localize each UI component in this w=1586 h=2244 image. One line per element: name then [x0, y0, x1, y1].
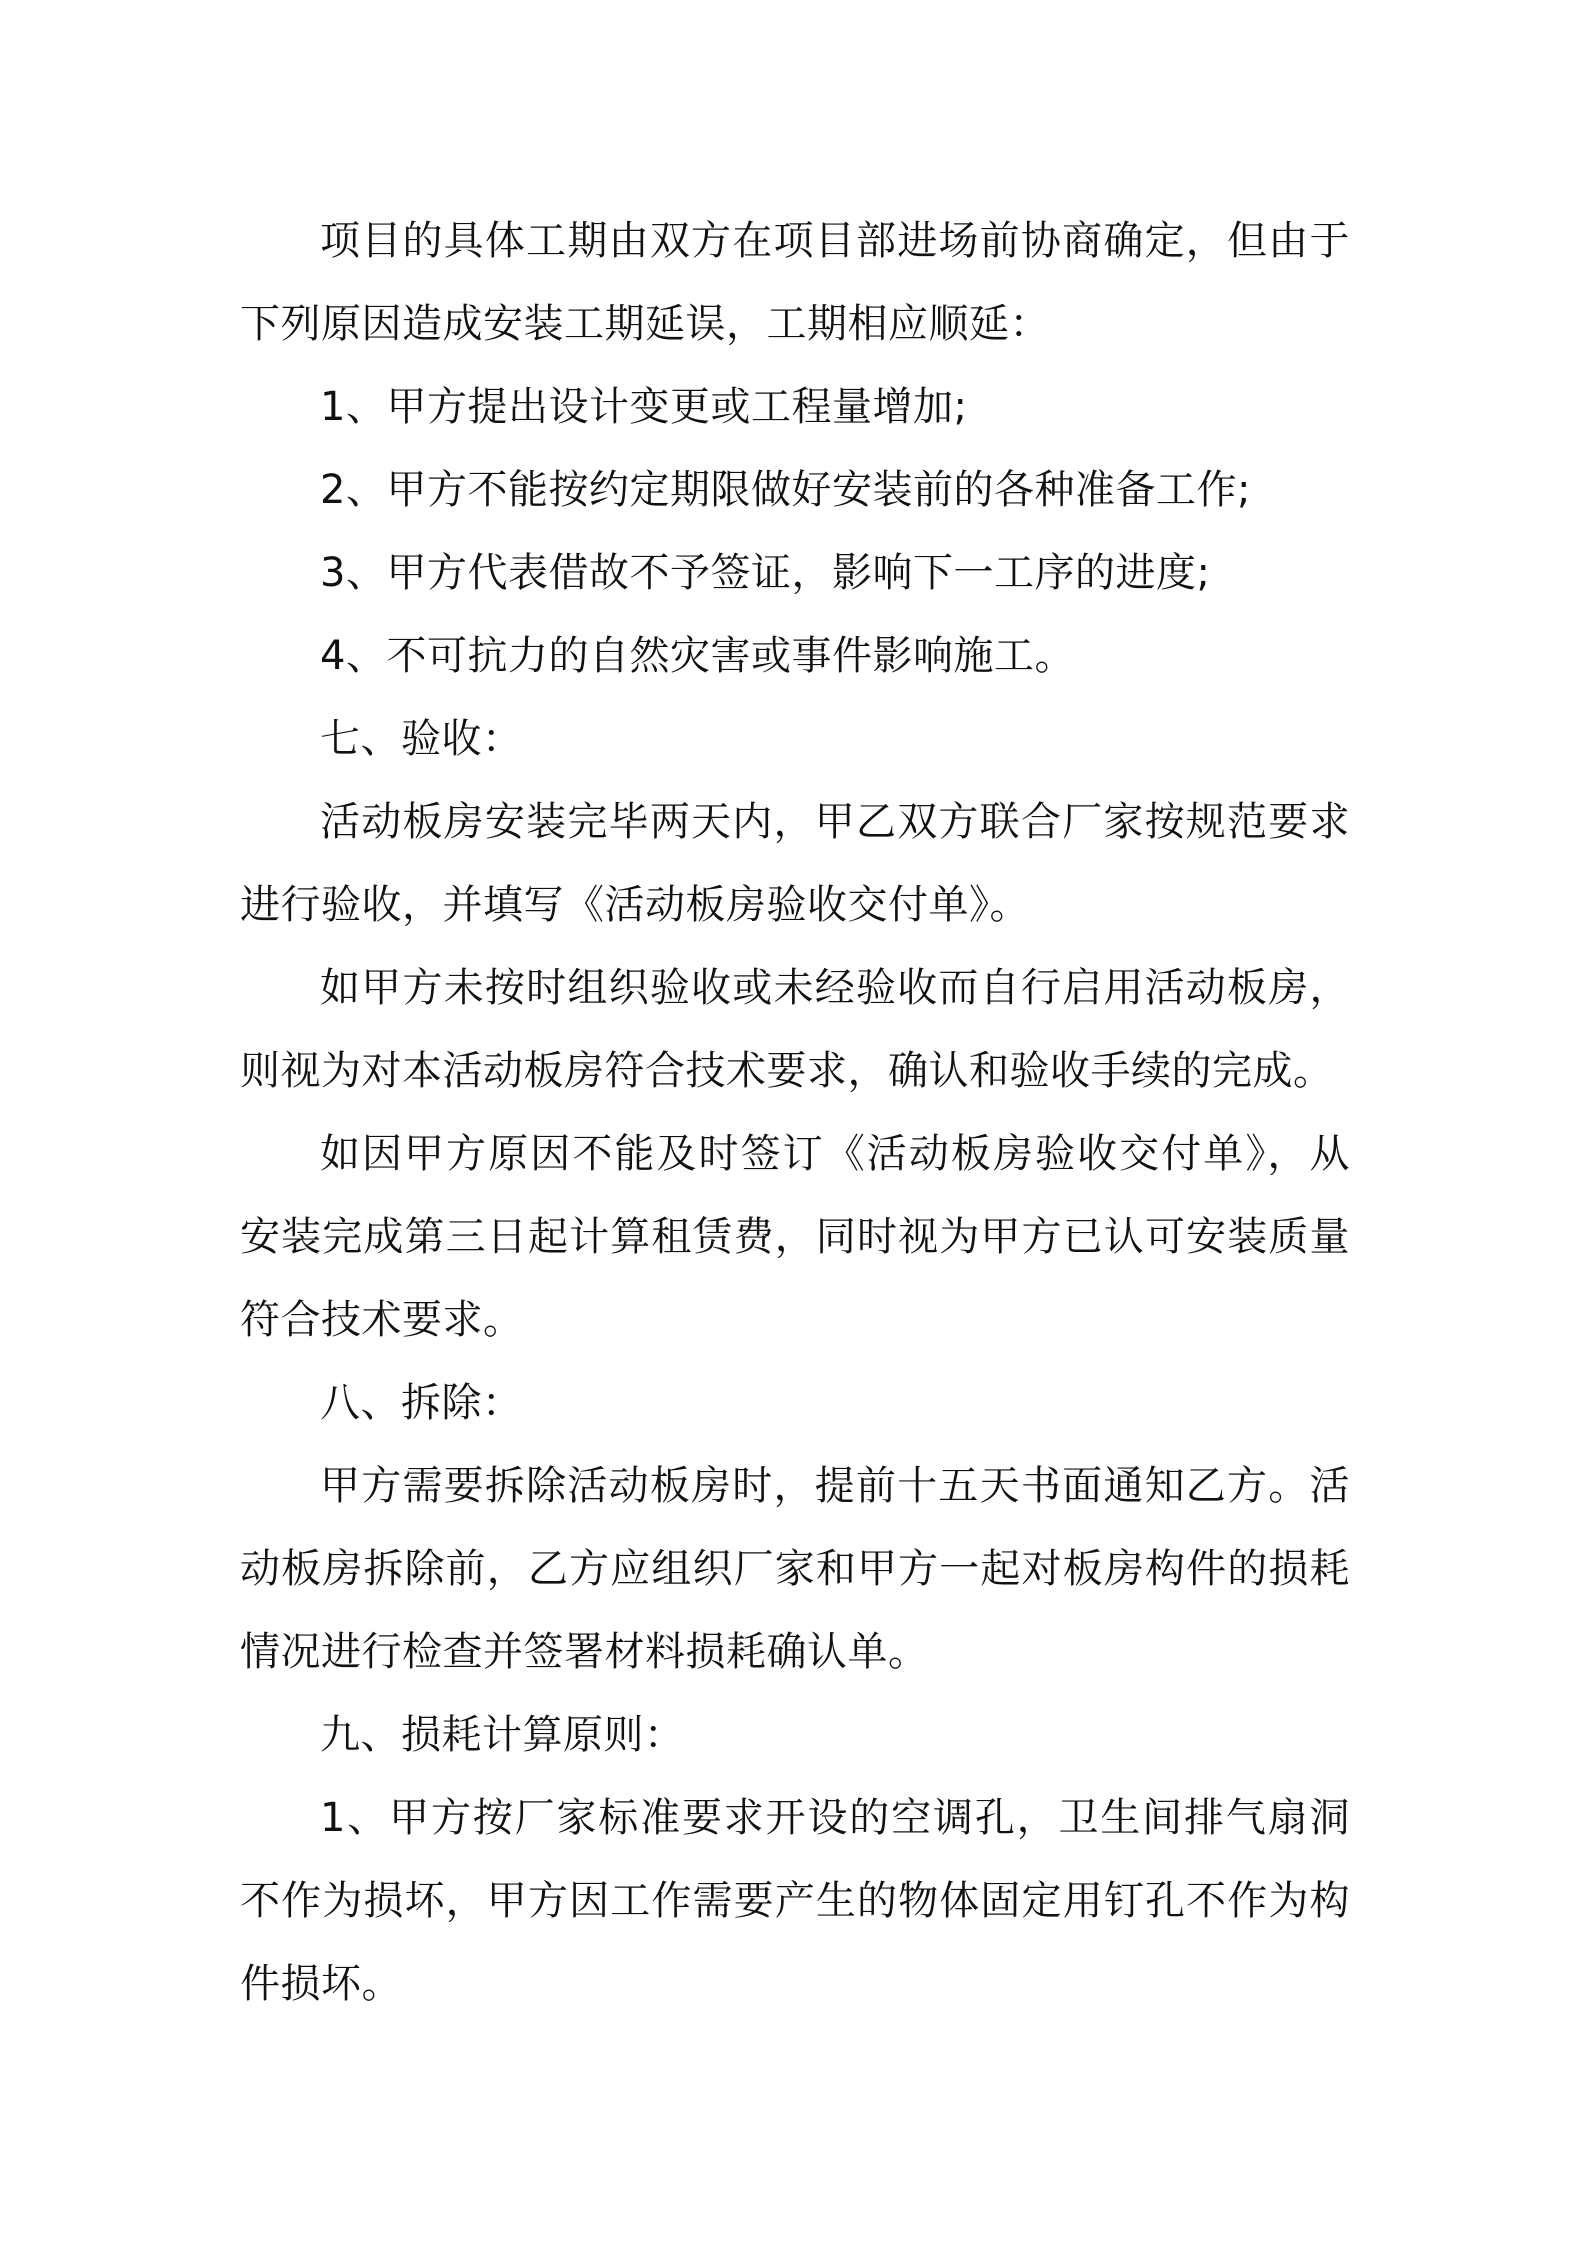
paragraph-schedule-intro: 项目的具体工期由双方在项目部进场前协商确定，但由于下列原因造成安装工期延误，工期相应顺延： — [240, 218, 1350, 347]
section-heading-loss-principles: 九、损耗计算原则： — [320, 1712, 685, 1758]
paragraph-delay-item-4: 4、不可抗力的自然灾害或事件影响施工。 — [320, 633, 1075, 679]
section-heading-dismantle: 八、拆除： — [320, 1380, 523, 1426]
paragraph-acceptance-3: 如因甲方原因不能及时签订《活动板房验收交付单》，从安装完成第三日起计算租赁费，同时视为甲方已认可安装质量符合技术要求。 — [240, 1131, 1350, 1343]
paragraph-delay-item-1: 1、甲方提出设计变更或工程量增加; — [320, 384, 968, 430]
paragraph-dismantle-1: 甲方需要拆除活动板房时，提前十五天书面通知乙方。活动板房拆除前，乙方应组织厂家和甲方一起对板房构件的损耗情况进行检查并签署材料损耗确认单。 — [240, 1463, 1350, 1675]
section-heading-acceptance: 七、验收： — [320, 716, 523, 762]
paragraph-delay-item-3: 3、甲方代表借故不予签证，影响下一工序的进度; — [320, 550, 1211, 596]
paragraph-acceptance-1: 活动板房安装完毕两天内，甲乙双方联合厂家按规范要求进行验收，并填写《活动板房验收交付单》。 — [240, 799, 1350, 928]
document-body — [240, 200, 1350, 2026]
paragraph-loss-item-1: 1、甲方按厂家标准要求开设的空调孔，卫生间排气扇洞不作为损坏，甲方因工作需要产生的物体固定用钉孔不作为构件损坏。 — [240, 1795, 1350, 2007]
paragraph-delay-item-2: 2、甲方不能按约定期限做好安装前的各种准备工作; — [320, 467, 1251, 513]
paragraph-acceptance-2: 如甲方未按时组织验收或未经验收而自行启用活动板房，则视为对本活动板房符合技术要求，确认和验收手续的完成。 — [240, 965, 1350, 1094]
